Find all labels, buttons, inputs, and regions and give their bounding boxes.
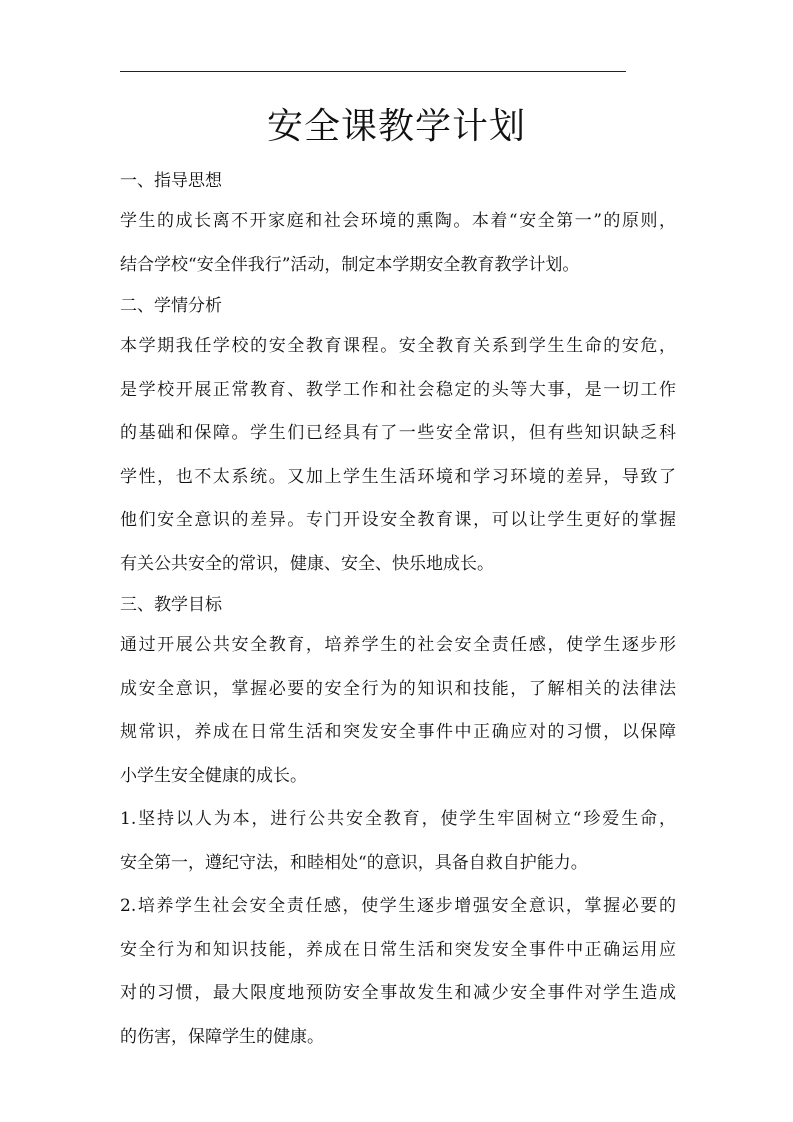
text-line: 学性，也不太系统。又加上学生生活环境和学习环境的差异，导致了 <box>120 466 676 487</box>
text-line: 成安全意识，掌握必要的安全行为的知识和技能，了解相关的法律法 <box>120 678 676 699</box>
document-body <box>120 162 676 1059</box>
text-line: 本学期我任学校的安全教育课程。安全教育关系到学生生命的安危， <box>120 336 676 356</box>
text-line: 规常识，养成在日常生活和突发安全事件中正确应对的习惯，以保障 <box>120 722 676 742</box>
text-line: 对的习惯，最大限度地预防安全事故发生和减少安全事件对学生造成 <box>120 983 676 1003</box>
text-line: 通过开展公共安全教育，培养学生的社会安全责任感，使学生逐步形 <box>120 635 676 655</box>
text-line: 的基础和保障。学生们已经具有了一些安全常识，但有些知识缺乏科 <box>120 423 676 443</box>
goal-item-2 <box>120 885 676 1059</box>
goal-item-1 <box>120 798 676 885</box>
text-line: 是学校开展正常教育、教学工作和社会稳定的头等大事，是一切工作 <box>120 379 676 400</box>
section-heading-teaching-goals: 三、教学目标 <box>120 595 222 615</box>
text-line: 结合学校“安全伴我行”活动，制定本学期安全教育教学计划。 <box>120 254 580 275</box>
header-rule <box>120 71 626 72</box>
section-heading-guiding-ideology: 一、指导思想 <box>120 171 222 191</box>
text-line: 1.坚持以人为本，进行公共安全教育，使学生牢固树立“珍爱生命， <box>120 809 676 829</box>
text-line: 2.培养学生社会安全责任感，使学生逐步增强安全意识，掌握必要的 <box>120 896 676 916</box>
text-line: 学生的成长离不开家庭和社会环境的熏陶。本着“安全第一”的原则， <box>120 211 676 231</box>
text-line: 安全第一，遵纪守法，和睦相处“的意识，具备自救自护能力。 <box>120 852 588 873</box>
document-title: 安全课教学计划 <box>266 106 526 147</box>
text-line: 的伤害，保障学生的健康。 <box>120 1026 324 1047</box>
text-line: 小学生安全健康的成长。 <box>120 765 307 786</box>
paragraph-teaching-goals <box>120 624 676 798</box>
text-line: 安全行为和知识技能，养成在日常生活和突发安全事件中正确运用应 <box>120 939 676 960</box>
text-line: 他们安全意识的差异。专门开设安全教育课，可以让学生更好的掌握 <box>120 510 676 530</box>
paragraph-guiding-ideology <box>120 200 676 287</box>
section-heading-student-analysis: 二、学情分析 <box>120 296 222 316</box>
text-line: 有关公共安全的常识，健康、安全、快乐地成长。 <box>120 553 494 574</box>
paragraph-student-analysis <box>120 325 676 586</box>
